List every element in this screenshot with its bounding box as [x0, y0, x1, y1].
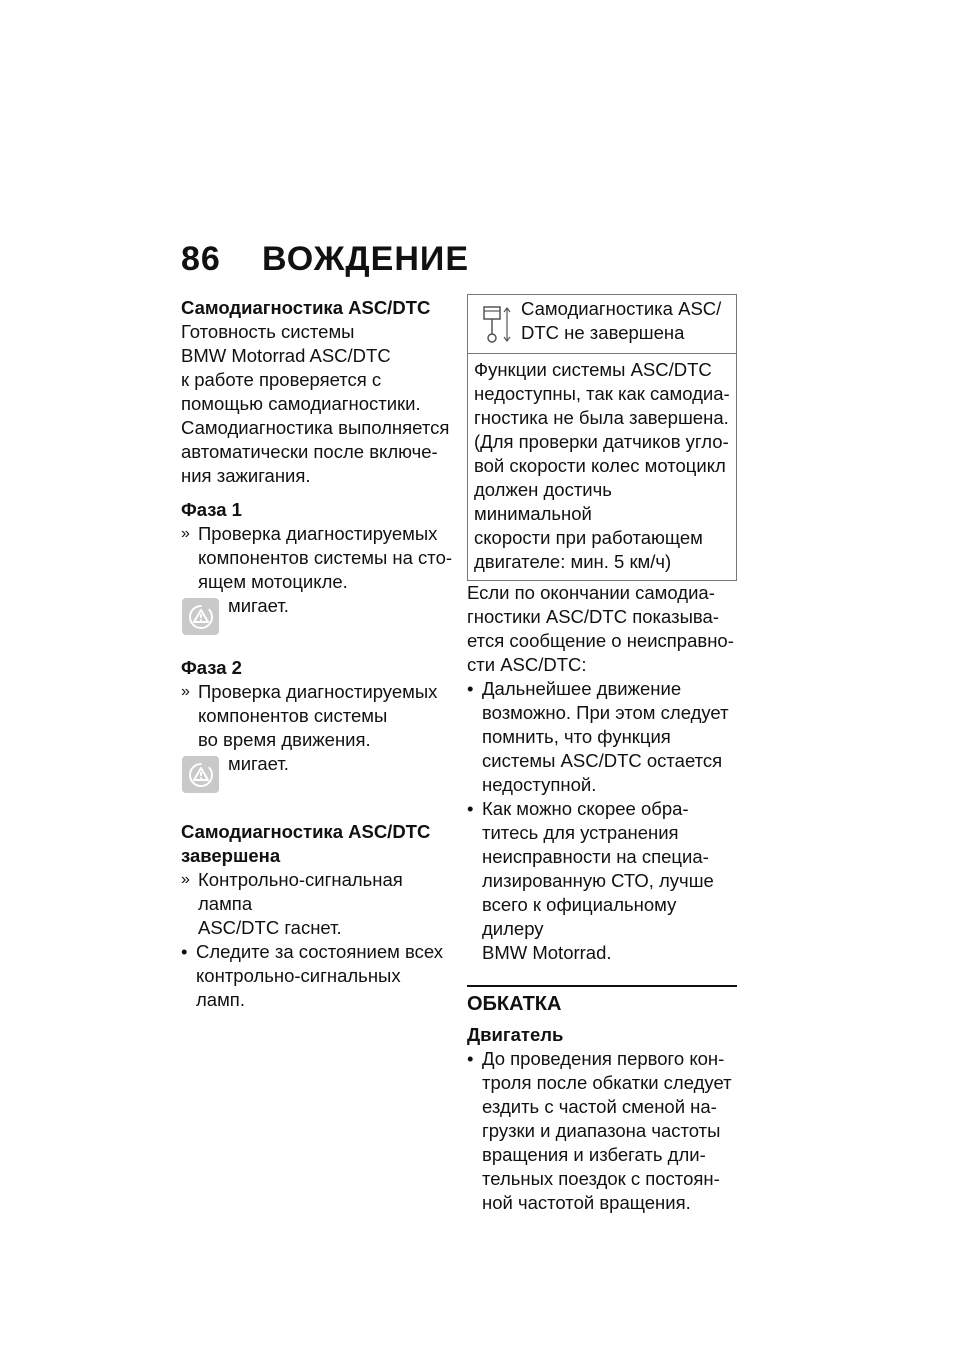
lamp-check-bullet: • Следите за состоянием всех контрольно-сигнальных ламп. — [181, 941, 444, 1010]
subheading-engine: Двигатель — [467, 1024, 564, 1045]
continue-riding-bullet: • Дальнейшее движение возможно. При этом следует помнить, что функция системы ASC/DTC остается недоступной. — [467, 678, 729, 795]
notice-title: Самодиагностика ASC/ DTC не завершена — [521, 298, 722, 343]
phase-2-step: » Проверка диагностируемых компонентов системы во время движения. — [181, 681, 438, 750]
engine-piston-icon — [482, 305, 512, 351]
heading-self-diagnosis: Самодиагностика ASC/DTC — [181, 297, 431, 318]
phase-1-step: » Проверка диагностируемых компонентов системы на сто- ящем мотоцикле. — [181, 523, 453, 592]
fault-paragraph: Если по окончании самодиа- гностики ASC/DTC показыва- ется сообщение о неисправно- сти ASC/DTC: — [467, 582, 734, 675]
heading-diagnosis-complete: Самодиагностика ASC/DTC завершена — [181, 821, 431, 866]
phase-1-indicator: мигает. — [181, 594, 453, 646]
page-number: 86 — [181, 240, 221, 278]
heading-phase-1: Фаза 1 — [181, 499, 242, 520]
heading-phase-2: Фаза 2 — [181, 657, 242, 678]
asc-warning-icon — [182, 756, 219, 793]
notice-body: Функции системы ASC/DTC недоступны, так как самодиа- гностика не была завершена. (Для проверки датчиков угло- вой скорости колес мотоцикл должен достичь минимальной скорости при работающем двигателе: мин. 5 км/ч) — [474, 359, 730, 572]
contact-dealer-bullet: • Как можно скорее обра- титесь для устранения неисправности на специа- лизированную СТО, лучше всего к официальному дилеру BMW Motorrad. — [467, 798, 714, 963]
notice-header — [468, 295, 736, 354]
left-column — [181, 296, 453, 1012]
diagnosis-complete-step: » Контрольно-сигнальная лампа ASC/DTC гаснет. — [181, 869, 403, 938]
notice-box — [467, 294, 737, 581]
page-title: ВОЖДЕНИЕ — [262, 240, 470, 278]
section-title-break-in: ОБКАТКА — [467, 993, 562, 1015]
break-in-bullet: • До проведения первого кон- троля после обкатки следует ездить с частой сменой на- грузки и диапазона частоты вращения и избегать дли- тельных поездок с постоян- ной частотой вращения. — [467, 1048, 732, 1213]
section-divider — [467, 985, 737, 987]
right-column — [467, 294, 739, 1215]
intro-paragraph: Готовность системы BMW Motorrad ASC/DTC к работе проверяется с помощью самодиагностики. Самодиагностика выполняется автоматически после включе- ния зажигания. — [181, 321, 450, 486]
asc-warning-icon — [182, 598, 219, 635]
phase-2-indicator: мигает. — [181, 752, 453, 804]
